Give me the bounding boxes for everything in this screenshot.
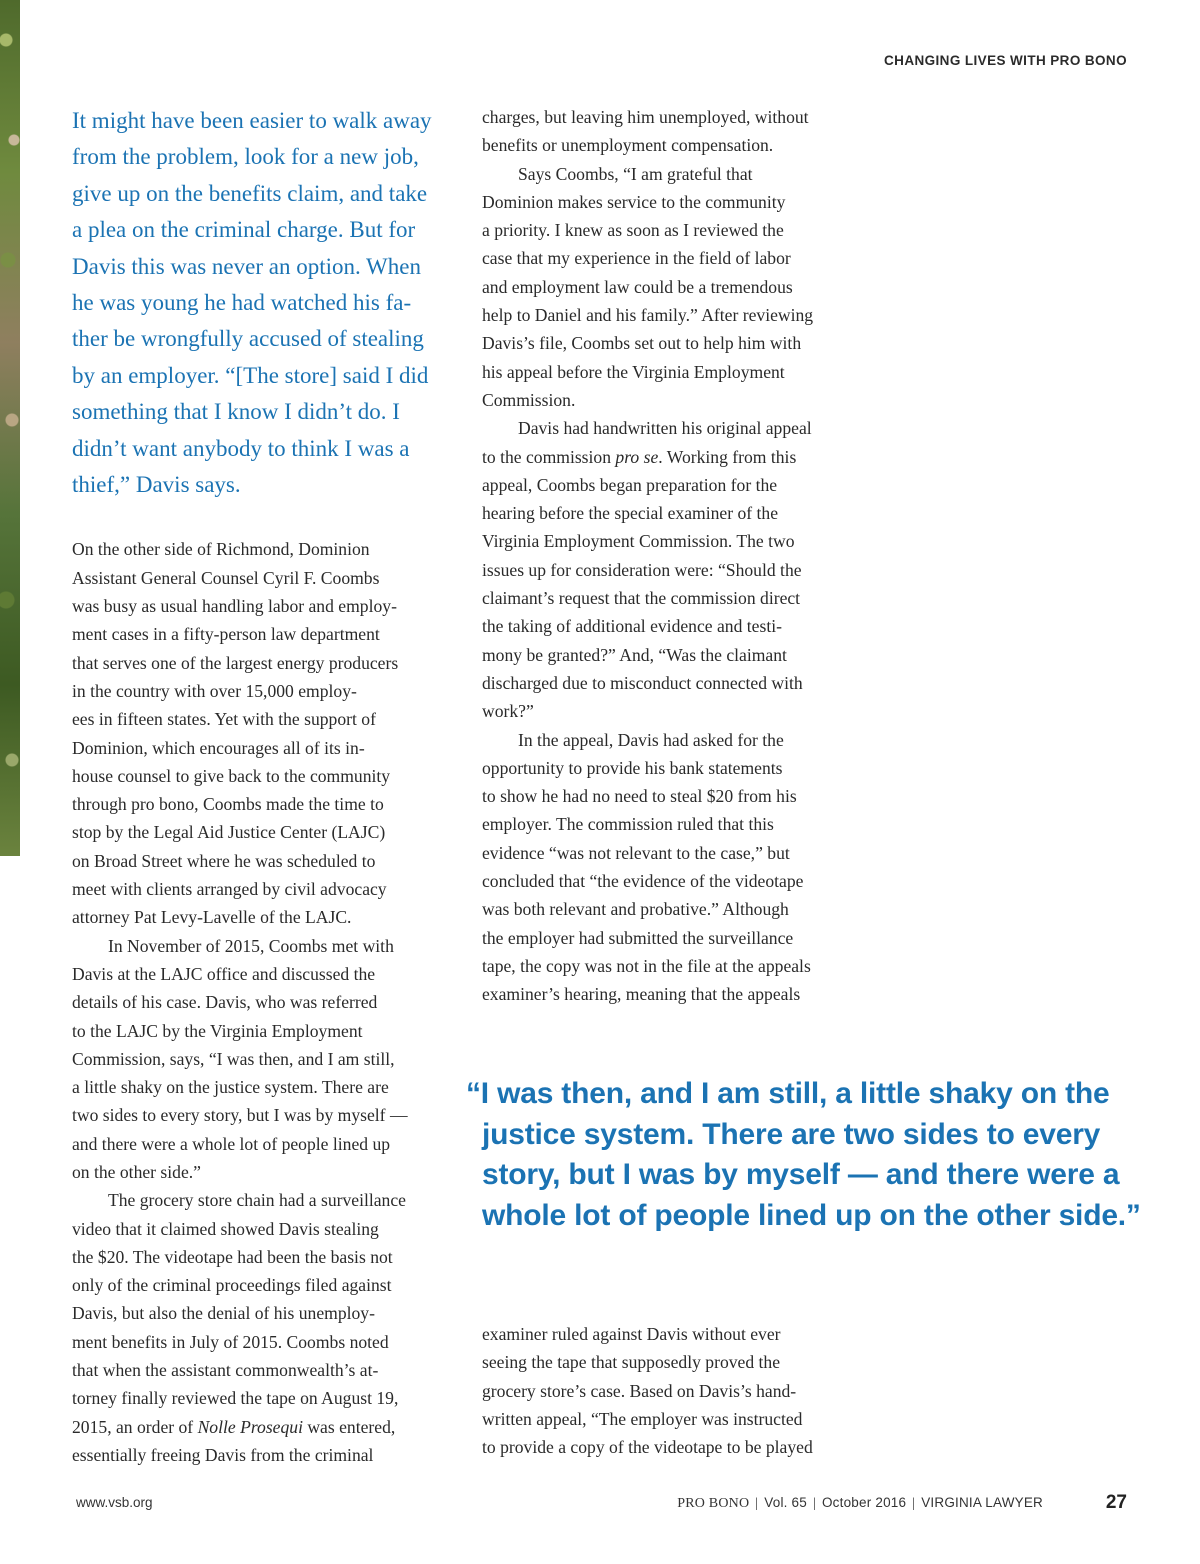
text-line: work?” — [482, 701, 534, 722]
text-line: on the other side.” — [72, 1162, 201, 1182]
text-line: employer. The commission ruled that this — [482, 814, 774, 835]
footer-volume: Vol. 65 — [764, 1495, 807, 1510]
text-line: The grocery store chain had a surveillance — [108, 1190, 406, 1211]
body-paragraph — [482, 414, 860, 725]
text-line: concluded that “the evidence of the videotape — [482, 871, 804, 892]
page-number: 27 — [1105, 1492, 1127, 1513]
pull-quote-line: story, but I was by myself — and there were a — [482, 1158, 1120, 1191]
text-line: in the country with over 15,000 employ- — [72, 680, 357, 701]
text-line: to provide a copy of the videotape to be played — [482, 1437, 813, 1458]
text-line: Commission. — [482, 389, 576, 410]
text-line: to show he had no need to steal $20 from his — [482, 786, 797, 807]
text-line: through pro bono, Coombs made the time to — [72, 794, 384, 815]
pull-quote — [466, 1074, 1156, 1236]
text-line: On the other side of Richmond, Dominion — [72, 539, 370, 560]
body-paragraph — [482, 160, 860, 415]
lead-line: It might have been easier to walk away — [72, 108, 432, 133]
text-line: stop by the Legal Aid Justice Center (LAJC) — [72, 822, 386, 843]
text-line: essentially freeing Davis from the criminal — [72, 1444, 374, 1465]
text-line: mony be granted?” And, “Was the claimant — [482, 644, 787, 665]
text-line: claimant’s request that the commission direct — [482, 588, 801, 609]
footer-section: PRO BONO — [677, 1496, 750, 1511]
lead-line: thief,” Davis says. — [72, 472, 241, 498]
lead-line: something that I know I didn’t do. I — [72, 399, 400, 425]
lead-line: from the problem, look for a new job, — [72, 144, 419, 170]
text-line: ment benefits in July of 2015. Coombs noted — [72, 1331, 389, 1352]
text-run: 2015, an order of — [72, 1416, 198, 1437]
pull-quote-line: justice system. There are two sides to every — [482, 1117, 1101, 1151]
text-line: ees in fifteen states. Yet with the support of — [72, 709, 376, 730]
text-line: Davis’s file, Coombs set out to help him with — [482, 333, 802, 354]
lead-line: ther be wrongfully accused of stealing — [72, 326, 424, 352]
body-paragraph — [72, 1186, 448, 1469]
photo-edge — [0, 0, 20, 856]
text-line: discharged due to misconduct connected with — [482, 672, 803, 693]
text-line: Commission, says, “I was then, and I am still, — [72, 1048, 395, 1069]
text-line: the taking of additional evidence and testi- — [482, 616, 782, 637]
text-line: Davis, but also the denial of his unemploy- — [72, 1303, 375, 1324]
body-paragraph — [482, 1320, 860, 1461]
right-column — [482, 103, 860, 1009]
text-run: to the commission — [482, 446, 616, 467]
text-line: that serves one of the largest energy producers — [72, 652, 399, 673]
text-line: was both relevant and probative.” Although — [482, 899, 789, 920]
text-line: charges, but leaving him unemployed, without — [482, 107, 809, 127]
right-column-continued — [482, 1320, 860, 1461]
text-line — [482, 443, 860, 471]
text-line: Dominion makes service to the community — [482, 191, 786, 212]
lead-line: he was young he had watched his fa- — [72, 290, 412, 316]
text-line: benefits or unemployment compensation. — [482, 135, 774, 156]
text-line: examiner’s hearing, meaning that the appeals — [482, 984, 801, 1005]
lead-line: didn’t want anybody to think I was a — [72, 435, 410, 461]
lead-line: by an employer. “[The store] said I did — [72, 362, 429, 388]
text-line: on Broad Street where he was scheduled to — [72, 850, 376, 871]
footer-info: PRO BONO | Vol. 65 | October 2016 | VIRGINIA LAWYER — [677, 1495, 1043, 1511]
text-line: Davis had handwritten his original appeal — [518, 418, 812, 439]
text-line: evidence “was not relevant to the case,” but — [482, 842, 790, 863]
lead-line: give up on the benefits claim, and take — [72, 180, 428, 206]
text-line: hearing before the special examiner of the — [482, 503, 779, 524]
text-line: the $20. The videotape had been the basis not — [72, 1246, 393, 1267]
text-line: a little shaky on the justice system. There are — [72, 1077, 389, 1098]
text-line: was busy as usual handling labor and employ- — [72, 596, 397, 617]
text-line: attorney Pat Levy-Lavelle of the LAJC. — [72, 907, 352, 928]
left-column — [72, 103, 448, 1469]
body-paragraph — [72, 535, 448, 931]
text-line: appeal, Coombs began preparation for the — [482, 474, 778, 495]
text-line: Davis at the LAJC office and discussed the — [72, 963, 376, 984]
text-line: examiner ruled against Davis without ever — [482, 1324, 781, 1344]
text-line: Says Coombs, “I am grateful that — [518, 163, 753, 184]
lead-line: a plea on the criminal charge. But for — [72, 217, 416, 243]
pull-quote-line: whole lot of people lined up on the other side.” — [482, 1198, 1141, 1232]
text-line: In November of 2015, Coombs met with — [108, 935, 394, 956]
text-line: video that it claimed showed Davis stealing — [72, 1218, 379, 1239]
text-line: to the LAJC by the Virginia Employment — [72, 1020, 363, 1041]
text-line: Virginia Employment Commission. The two — [482, 531, 795, 552]
text-line: house counsel to give back to the community — [72, 765, 391, 786]
text-line: and employment law could be a tremendous — [482, 276, 793, 297]
text-line: tape, the copy was not in the file at the appeals — [482, 955, 811, 976]
text-run: . Working from this — [658, 446, 797, 467]
text-run: was entered, — [302, 1416, 396, 1437]
footer-publication: VIRGINIA LAWYER — [921, 1495, 1043, 1510]
italic-term: Nolle Prosequi — [197, 1416, 303, 1437]
text-line: that when the assistant commonwealth’s at- — [72, 1360, 379, 1381]
text-line: only of the criminal proceedings filed against — [72, 1275, 392, 1296]
running-head: CHANGING LIVES WITH PRO BONO — [884, 53, 1127, 68]
text-line: written appeal, “The employer was instructed — [482, 1408, 803, 1429]
text-line: Assistant General Counsel Cyril F. Coombs — [72, 567, 380, 588]
text-line: case that my experience in the field of labor — [482, 248, 791, 269]
text-line: a priority. I knew as soon as I reviewed the — [482, 220, 784, 241]
footer-date: October 2016 — [821, 1495, 907, 1510]
text-line: seeing the tape that supposedly proved the — [482, 1352, 781, 1373]
text-line: the employer had submitted the surveillance — [482, 927, 794, 948]
footer-website: www.vsb.org — [76, 1495, 153, 1510]
body-paragraph — [72, 932, 448, 1187]
text-line: details of his case. Davis, who was referred — [72, 992, 378, 1013]
lead-paragraph — [72, 103, 448, 503]
text-line: grocery store’s case. Based on Davis’s hand- — [482, 1380, 797, 1401]
text-line: Dominion, which encourages all of its in- — [72, 737, 365, 758]
text-line: two sides to every story, but I was by myself — — [72, 1105, 408, 1126]
text-line: opportunity to provide his bank statements — [482, 757, 783, 778]
text-line: and there were a whole lot of people lined up — [72, 1133, 391, 1154]
text-line: his appeal before the Virginia Employment — [482, 361, 785, 382]
text-line: In the appeal, Davis had asked for the — [518, 729, 784, 750]
text-line: help to Daniel and his family.” After reviewing — [482, 305, 814, 326]
text-line — [72, 1413, 448, 1441]
italic-term: pro se — [615, 446, 659, 467]
text-line: torney finally reviewed the tape on August 19, — [72, 1388, 399, 1409]
pull-quote-line: “I was then, and I am still, a little shaky on the — [466, 1077, 1110, 1110]
body-paragraph — [482, 103, 860, 160]
text-line: meet with clients arranged by civil advocacy — [72, 879, 387, 900]
text-line: issues up for consideration were: “Should the — [482, 559, 802, 580]
lead-line: Davis this was never an option. When — [72, 253, 421, 279]
text-line: ment cases in a fifty-person law department — [72, 624, 380, 645]
body-paragraph — [482, 726, 860, 1009]
